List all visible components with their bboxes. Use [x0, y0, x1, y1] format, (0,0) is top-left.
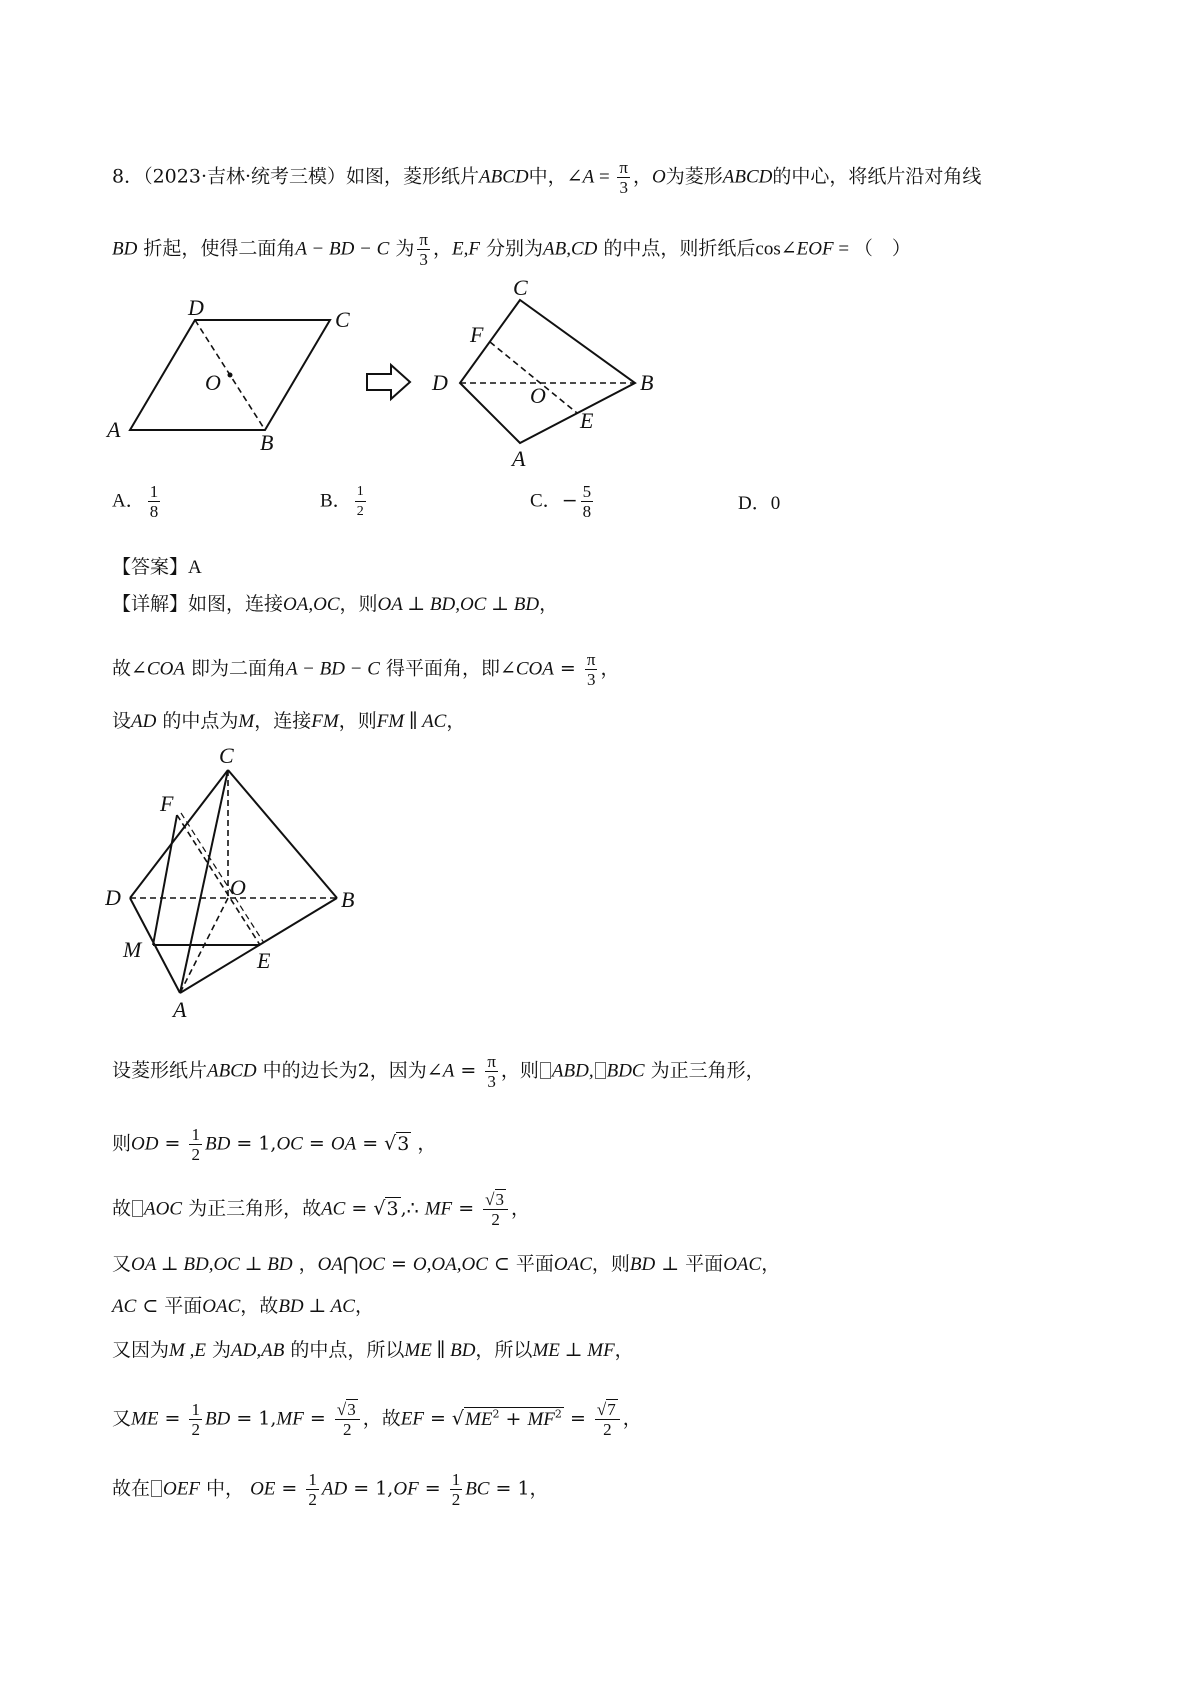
- solution-line-2: 故∠COA 即为二面角A − BD − C 得平面角，即∠COA = $\frac{\pi}{3}$ ，: [112, 650, 620, 689]
- solution-line-4: 设菱形纸片ABCD 中的边长为2，因为∠A = $\frac{\pi}{3}$ ，则 ABD, BDC 为正三角形，: [112, 1052, 765, 1091]
- label-C: C: [219, 743, 234, 768]
- option-a[interactable]: A． $\frac{1}{8}$: [112, 482, 159, 521]
- solution-line-6: 故 AOC 为正三角形，故AC = √3 ,∴ MF = $\frac{√3}{2}$ ，: [112, 1190, 531, 1229]
- solution-line-11: 故在 OEF 中， OE = $\frac{1}{2}$ AD = 1,OF = $\frac{1}{2}$ BC = 1，: [112, 1470, 549, 1509]
- label-B: B: [640, 370, 654, 395]
- label-E: E: [257, 948, 271, 973]
- label-O: O: [205, 370, 221, 395]
- solution-line-10: 又ME = $\frac{1}{2}$ BD = 1,MF = $\frac{√3}{2}$ ，故EF = $√ME^2 + MF^2$ = $\frac{√7}{2}$ ，: [112, 1400, 642, 1439]
- answer-line: 【答案】A: [112, 556, 202, 578]
- stem-text: 折起，使得二面角: [143, 237, 296, 260]
- solution-line-7: 又OA ⊥ BD,OC ⊥ BD ，OA⋂OC = O,OA,OC ⊂ 平面OAC，则BD ⊥ 平面OAC，: [112, 1253, 781, 1275]
- label-E: E: [580, 408, 594, 433]
- label-A: A: [512, 446, 526, 468]
- rhombus-figure: [105, 295, 365, 455]
- stem-text: 如图，菱形纸片: [346, 165, 480, 188]
- label-B: B: [260, 430, 274, 455]
- label-O: O: [230, 875, 246, 900]
- label-A: A: [107, 417, 121, 442]
- stem-text: 中，: [528, 165, 567, 188]
- fold-arrow-icon: [365, 362, 415, 402]
- answer-blank: （ ）: [853, 237, 911, 260]
- option-c[interactable]: C．− $\frac{5}{8}$: [530, 482, 592, 521]
- question-line-1: 8．（2023·吉林·统考三模）如图，菱形纸片ABCD中，∠A = $\frac{\pi}{3}$ ，O为菱形ABCD的中心，将纸片沿对角线: [112, 158, 982, 197]
- label-D: D: [105, 885, 121, 910]
- label-C: C: [513, 278, 528, 300]
- solution-line-5: 则OD = $\frac{1}{2}$ BD = 1,OC = OA = √3 ，: [112, 1125, 437, 1164]
- label-O: O: [530, 383, 546, 408]
- label-M: M: [123, 937, 142, 962]
- label-F: F: [470, 322, 484, 347]
- label-D: D: [432, 370, 448, 395]
- label-C: C: [335, 307, 350, 332]
- label-B: B: [341, 887, 355, 912]
- stem-text: 的中点，则折纸后: [603, 237, 756, 260]
- option-d[interactable]: D．0: [738, 493, 781, 514]
- solution-line-1: 【详解】如图，连接OA,OC，则OA ⊥ BD,OC ⊥ BD，: [112, 593, 559, 615]
- label-D: D: [188, 295, 204, 320]
- stem-text: 的中心，将纸片沿对角线: [772, 165, 982, 188]
- question-number: 8．: [112, 165, 144, 188]
- option-b[interactable]: B． $\frac{1}{2}$: [320, 484, 364, 519]
- stem-text: 分别为: [485, 237, 543, 260]
- stem-text: 为: [395, 237, 415, 260]
- solution-line-3: 设AD 的中点为M，连接FM，则FM ∥ AC，: [112, 710, 466, 732]
- label-F: F: [160, 791, 174, 816]
- solution-line-9: 又因为M ,E 为AD,AB 的中点，所以ME ∥ BD，所以ME ⊥ MF，: [112, 1339, 634, 1361]
- question-source: （2023·吉林·统考三模）: [143, 165, 347, 188]
- tetrahedron-figure: [105, 735, 405, 1025]
- stem-text: 为菱形: [665, 165, 723, 188]
- folded-figure: [430, 278, 660, 468]
- solution-line-8: AC ⊂ 平面OAC，故BD ⊥ AC，: [112, 1295, 374, 1317]
- question-line-2: BD 折起，使得二面角A − BD − C 为 $\frac{\pi}{3}$ ，E,F 分别为AB,CD 的中点，则折纸后cos∠EOF = （ ）: [112, 230, 911, 269]
- label-A: A: [173, 997, 187, 1022]
